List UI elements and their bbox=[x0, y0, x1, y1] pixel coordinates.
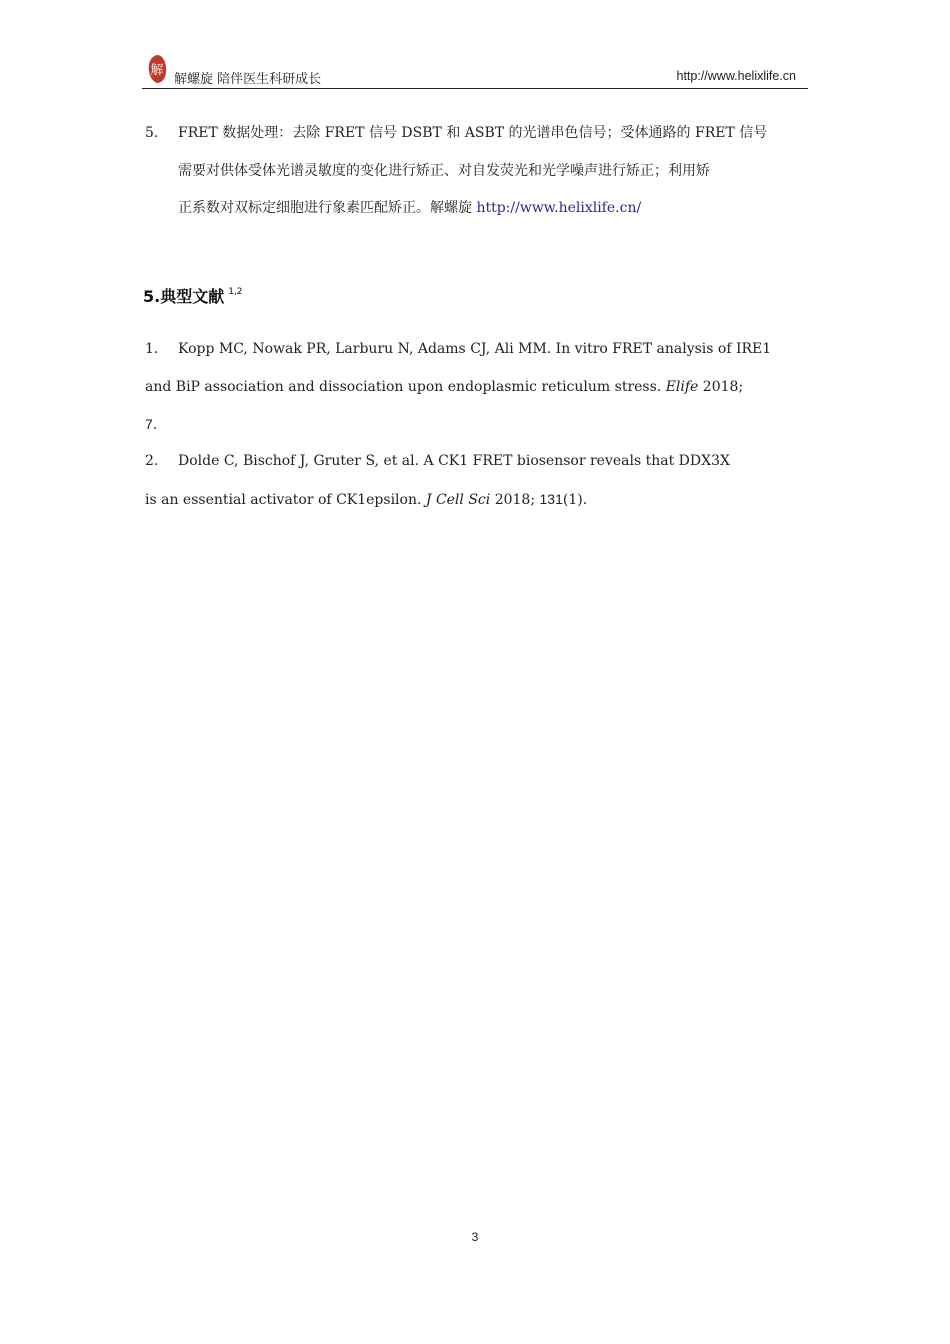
page-header bbox=[142, 52, 808, 89]
reference-1-line-2: and BiP association and dissociation upon endoplasmic reticulum stress. Elife 2018; bbox=[145, 378, 744, 395]
helixlife-logo-icon bbox=[146, 54, 168, 84]
page-number: 3 bbox=[471, 1230, 479, 1244]
step-5 bbox=[145, 115, 810, 228]
reference-1-volume: 7 bbox=[145, 416, 153, 432]
citation-superscript: 1,2 bbox=[228, 287, 243, 297]
reference-2 bbox=[145, 443, 810, 519]
reference-1-journal: Elife bbox=[665, 378, 699, 395]
reference-1 bbox=[145, 331, 810, 445]
helixlife-link[interactable]: http://www.helixlife.cn/ bbox=[476, 200, 642, 216]
step-5-line-1: 5. FRET 数据处理：去除 FRET 信号 DSBT 和 ASBT 的光谱串色信号；受体通路的 FRET 信号 bbox=[145, 115, 810, 153]
section-title: 5.典型文献 $^{1,2}$ bbox=[143, 287, 243, 306]
reference-2-line-1: 2. Dolde C, Bischof J, Gruter S, et al. A CK1 FRET biosensor reveals that DDX3X bbox=[145, 453, 730, 469]
step-5-line-3: 正系数对双标定细胞进行象素匹配矫正。解螺旋 http://www.helixlife.cn/ bbox=[178, 200, 642, 216]
svg-text:解: 解 bbox=[150, 63, 164, 78]
reference-2-volume: 131 bbox=[539, 490, 563, 507]
reference-1-line-1: 1. Kopp MC, Nowak PR, Larburu N, Adams CJ, Ali MM. In vitro FRET analysis of IRE1 bbox=[145, 341, 772, 357]
header-brand: 解螺旋 陪伴医生科研成长 bbox=[174, 72, 322, 87]
reference-2-line-2: is an essential activator of CK1epsilon. J Cell Sci 2018; 131(1). bbox=[145, 490, 588, 508]
reference-1-line-3: 7. bbox=[145, 416, 158, 433]
step-5-line-2: 需要对供体受体光谱灵敏度的变化进行矫正、对自发荧光和光学噪声进行矫正；利用矫 bbox=[178, 162, 710, 179]
header-url-link[interactable]: http://www.helixlife.cn bbox=[676, 69, 796, 83]
reference-2-journal: J Cell Sci bbox=[425, 491, 491, 508]
step-5-number: 5. bbox=[145, 125, 159, 141]
